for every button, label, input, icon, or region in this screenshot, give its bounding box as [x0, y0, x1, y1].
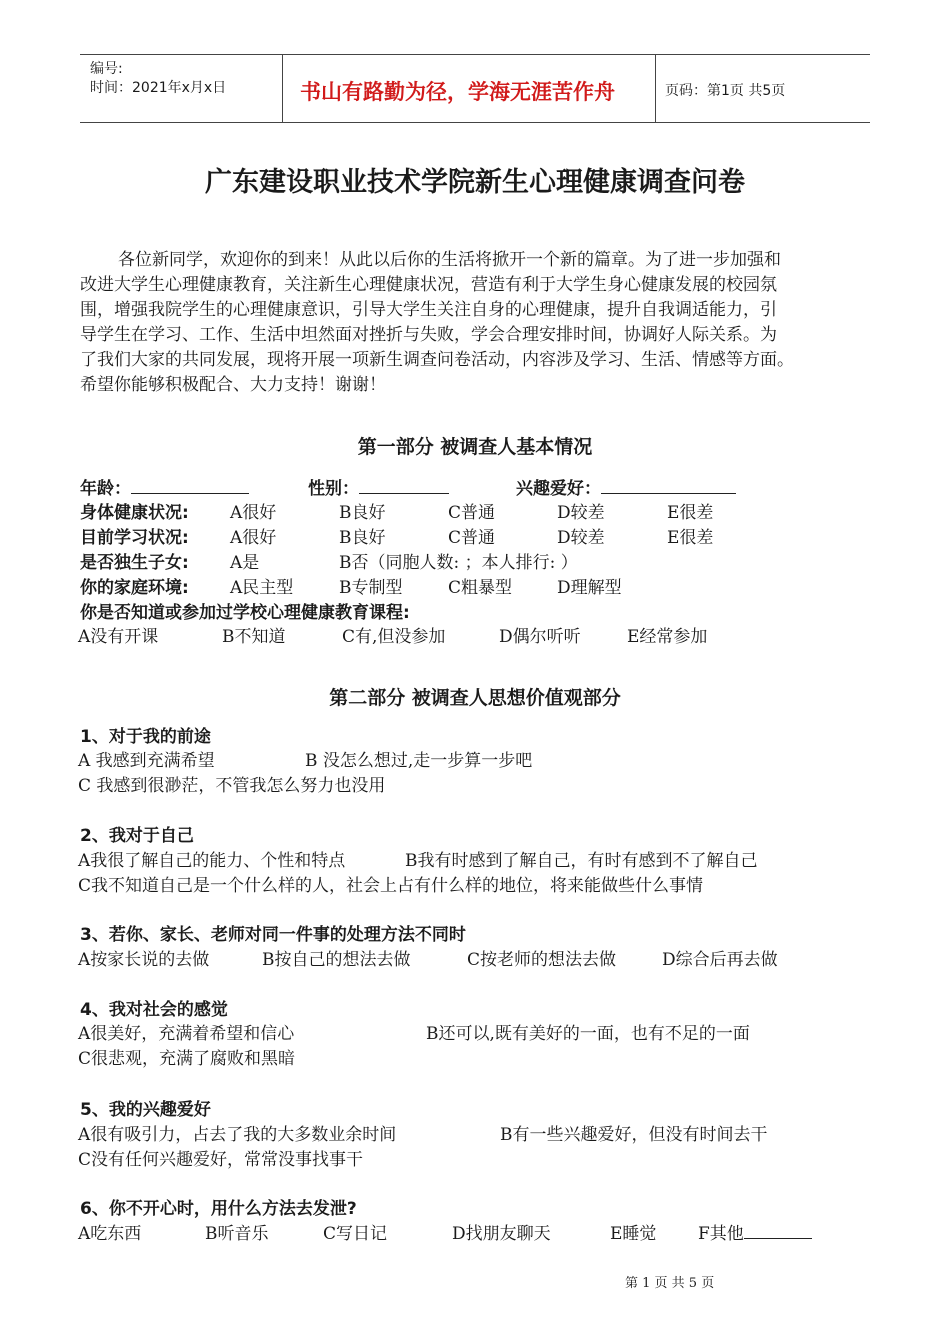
- q6-other-blank[interactable]: [744, 1224, 812, 1239]
- page-footer: 第 1 页 共 5 页: [625, 1276, 715, 1291]
- only-child-option-a[interactable]: A是: [230, 553, 260, 573]
- doc-number-label: 编号:: [90, 61, 123, 77]
- health-option-b[interactable]: B良好: [339, 503, 386, 523]
- page-title: 广东建设职业技术学院新生心理健康调查问卷: [205, 167, 745, 198]
- intro-line-1: 各位新同学，欢迎你的到来！从此以后你的生活将掀开一个新的篇章。为了进一步加强和: [118, 250, 781, 270]
- hobby-blank[interactable]: [601, 479, 736, 494]
- family-option-a[interactable]: A民主型: [230, 578, 294, 598]
- q1-option-b[interactable]: B 没怎么想过,走一步算一步吧: [305, 751, 533, 771]
- study-option-c[interactable]: C普通: [448, 528, 496, 548]
- q3-option-a[interactable]: A按家长说的去做: [78, 950, 210, 970]
- only-child-option-b[interactable]: B否（同胞人数: ；本人排行: ）: [339, 553, 578, 573]
- q5-option-c[interactable]: C没有任何兴趣爱好，常常没事找事干: [78, 1150, 364, 1170]
- family-option-d[interactable]: D理解型: [557, 578, 622, 598]
- q3-option-b[interactable]: B按自己的想法去做: [262, 950, 411, 970]
- only-child-label: 是否独生子女:: [80, 553, 189, 573]
- q6-title: 6、你不开心时，用什么方法去发泄?: [80, 1199, 357, 1219]
- hobby-label: 兴趣爱好：: [516, 479, 601, 499]
- header-divider-left: [282, 54, 283, 122]
- course-option-c[interactable]: C有,但没参加: [342, 627, 446, 647]
- q2-option-a[interactable]: A我很了解自己的能力、个性和特点: [78, 851, 346, 871]
- q3-title: 3、若你、家长、老师对同一件事的处理方法不同时: [80, 925, 466, 945]
- age-blank[interactable]: [131, 479, 249, 494]
- header-bottom-rule: [80, 122, 870, 123]
- health-option-e[interactable]: E很差: [667, 503, 714, 523]
- doc-time-label: 时间：2021年x月x日: [90, 80, 227, 96]
- q4-option-a[interactable]: A很美好，充满着希望和信心: [78, 1024, 295, 1044]
- family-option-c[interactable]: C粗暴型: [448, 578, 513, 598]
- q6-option-c[interactable]: C写日记: [323, 1224, 388, 1244]
- study-option-e[interactable]: E很差: [667, 528, 714, 548]
- age-label: 年龄：: [80, 479, 131, 499]
- q6-option-a[interactable]: A吃东西: [78, 1224, 142, 1244]
- gender-blank[interactable]: [359, 479, 449, 494]
- study-option-b[interactable]: B良好: [339, 528, 386, 548]
- q6-option-b[interactable]: B听音乐: [205, 1224, 269, 1244]
- header-page-label: 页码：第1页 共5页: [665, 83, 786, 99]
- header-top-rule: [80, 54, 870, 55]
- header-motto: 书山有路勤为径，学海无涯苦作舟: [300, 80, 615, 104]
- q6-option-f[interactable]: [698, 1219, 812, 1244]
- q5-option-a[interactable]: A很有吸引力，占去了我的大多数业余时间: [78, 1125, 397, 1145]
- gender-field[interactable]: [308, 474, 449, 499]
- q6-option-e[interactable]: E睡觉: [610, 1224, 657, 1244]
- study-option-a[interactable]: A很好: [230, 528, 277, 548]
- intro-line-2: 改进大学生心理健康教育，关注新生心理健康状况，营造有利于大学生身心健康发展的校园氛: [80, 275, 777, 295]
- hobby-field[interactable]: [516, 474, 736, 499]
- q3-option-d[interactable]: D综合后再去做: [662, 950, 778, 970]
- intro-line-4: 导学生在学习、工作、生活中坦然面对挫折与失败，学会合理安排时间，协调好人际关系。为: [80, 325, 777, 345]
- q5-title: 5、我的兴趣爱好: [80, 1100, 211, 1120]
- part1-heading: 第一部分 被调查人基本情况: [357, 436, 593, 458]
- course-option-e[interactable]: E经常参加: [627, 627, 708, 647]
- q1-title: 1、对于我的前途: [80, 727, 211, 747]
- course-option-a[interactable]: A没有开课: [78, 627, 159, 647]
- study-option-d[interactable]: D较差: [557, 528, 605, 548]
- study-label: 目前学习状况:: [80, 528, 189, 548]
- q3-option-c[interactable]: C按老师的想法去做: [467, 950, 617, 970]
- header-divider-right: [655, 54, 656, 122]
- q5-option-b[interactable]: B有一些兴趣爱好，但没有时间去干: [500, 1125, 768, 1145]
- family-label: 你的家庭环境:: [80, 578, 189, 598]
- q6-option-d[interactable]: D找朋友聊天: [452, 1224, 551, 1244]
- q6-option-f-label: F其他: [698, 1224, 744, 1244]
- course-option-d[interactable]: D偶尔听听: [499, 627, 581, 647]
- health-option-a[interactable]: A很好: [230, 503, 277, 523]
- part2-heading: 第二部分 被调查人思想价值观部分: [329, 687, 621, 709]
- q4-title: 4、我对社会的感觉: [80, 1000, 228, 1020]
- q1-option-a[interactable]: A 我感到充满希望: [78, 751, 215, 771]
- health-option-c[interactable]: C普通: [448, 503, 496, 523]
- family-option-b[interactable]: B专制型: [339, 578, 403, 598]
- course-question: 你是否知道或参加过学校心理健康教育课程:: [80, 603, 410, 623]
- q4-option-c[interactable]: C很悲观，充满了腐败和黑暗: [78, 1049, 296, 1069]
- q1-option-c[interactable]: C 我感到很渺茫，不管我怎么努力也没用: [78, 776, 386, 796]
- health-option-d[interactable]: D较差: [557, 503, 605, 523]
- q2-option-c[interactable]: C我不知道自己是一个什么样的人，社会上占有什么样的地位，将来能做些什么事情: [78, 876, 704, 896]
- q2-option-b[interactable]: B我有时感到了解自己，有时有感到不了解自己: [405, 851, 758, 871]
- intro-line-6: 希望你能够积极配合、大力支持！谢谢！: [80, 375, 386, 395]
- gender-label: 性别：: [308, 479, 359, 499]
- intro-line-3: 围，增强我院学生的心理健康意识，引导大学生关注自身的心理健康，提升自我调适能力，引: [80, 300, 777, 320]
- course-option-b[interactable]: B不知道: [222, 627, 286, 647]
- intro-line-5: 了我们大家的共同发展，现将开展一项新生调查问卷活动，内容涉及学习、生活、情感等方面。: [80, 350, 794, 370]
- q4-option-b[interactable]: B还可以,既有美好的一面，也有不足的一面: [426, 1024, 750, 1044]
- health-label: 身体健康状况:: [80, 503, 189, 523]
- q2-title: 2、我对于自己: [80, 826, 194, 846]
- age-field[interactable]: [80, 474, 249, 499]
